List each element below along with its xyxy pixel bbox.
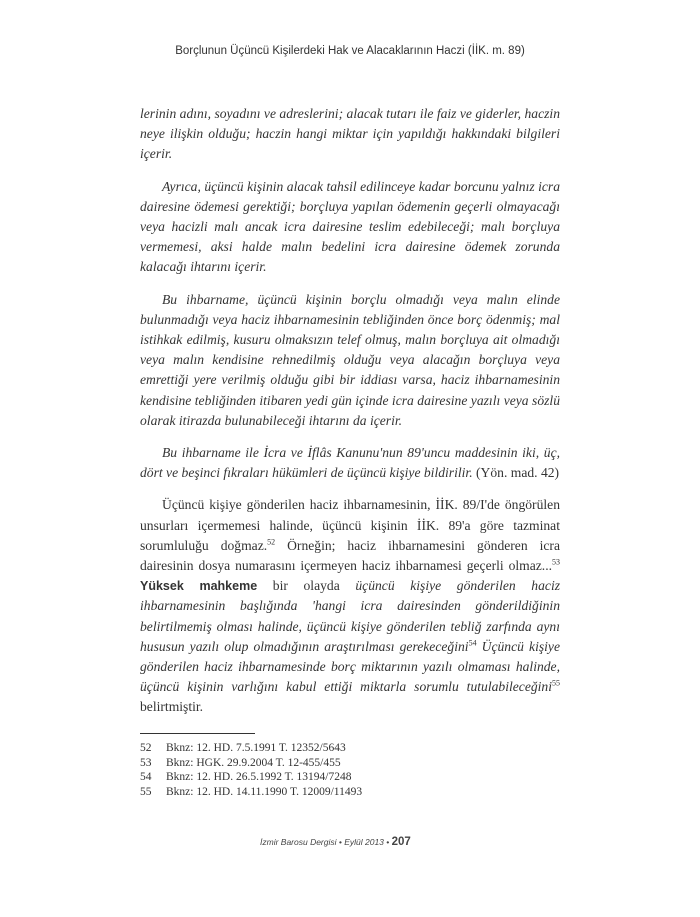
footnote-number: 53: [140, 756, 152, 769]
footnote-number: 52: [140, 742, 152, 754]
footnote-ref-53[interactable]: 53: [552, 557, 560, 567]
running-header: Borçlunun Üçüncü Kişilerdeki Hak ve Alacaklarının Haczi (İİK. m. 89): [175, 45, 525, 57]
paragraph-2: Ayrıca, üçüncü kişinin alacak tahsil edilinceye kadar borcunu yalnız icra dairesine ödemesi gerektiği; borçluya yapılan ödemenin geçerli olmayacağı veya hacizli malı ancak icra dairesine teslim edebileceği; malı borçluya vermemesi, aksi halde malın bedelini icra dairesine ödemek zorunda kalacağı ihtarını içerir.: [140, 178, 560, 275]
footnote-divider: [140, 733, 255, 734]
footnotes: [140, 741, 560, 799]
footnote-ref-55[interactable]: 55: [552, 678, 560, 688]
p5-italic-1: üçüncü kişiye gönderilen haciz ihbarnamesinin başlığında 'hangi icra dairesinden gönderildiğinin belirtilmemiş olması halinde, üçüncü kişiye gönderilen tebliğ zarfında aynı hususun yazılı olup olmadığının araştırılması gerekeceğini: [140, 578, 561, 654]
paragraph-4-ref: (Yön. mad. 42): [472, 465, 560, 481]
p5-text-a: Üçüncü kişiye gönderilen haciz ihbarnamesinin, İİK. 89/I'de öngörülen unsurları içermemesi halinde, üçüncü kişinin İİK. 89'a göre tazminat sorumluluğu doğmaz.: [140, 497, 560, 553]
footnote-number: 54: [140, 771, 152, 784]
p5-text-d: belirtmiştir.: [140, 699, 204, 715]
paragraph-4: [140, 443, 560, 483]
body-text: [140, 104, 560, 730]
footnote-item: [140, 770, 560, 785]
paragraph-1: lerinin adını, soyadını ve adreslerini; alacak tutarı ile faiz ve giderler, haczin neye ilişkin olduğu; haczin hangi miktar için yapıldığı hakkındaki bilgileri içerir.: [140, 106, 560, 162]
footnote-item: [140, 756, 560, 771]
footnote-text: Bknz: 12. HD. 7.5.1991 T. 12352/5643: [166, 742, 346, 754]
footnote-number: 55: [140, 785, 152, 798]
paragraph-4-italic: Bu ihbarname ile İcra ve İflâs Kanunu'nun 89'uncu maddesinin iki, üç, dört ve beşinci fıkraları hükümleri de üçüncü kişiye bildirilir.: [140, 445, 560, 481]
paragraph-3: Bu ihbarname, üçüncü kişinin borçlu olmadığı veya malın elinde bulunmadığı veya haciz ihbarnamesinin tebliğinden önce borç ödenmiş; mal istihkak edilmiş, kusuru olmaksızın telef olmuş, malın borçluya ait olmadığı veya malın kendisine rehnedilmiş olduğu veya alacağın borçluya veya emrettiği yere verilmiş olduğu gibi bir iddiası varsa, haciz ihbarnamesinin kendisine tebliğinden itibaren yedi gün içinde icra dairesine yazılı veya sözlü olarak itirazda bulunabileceği ihtarını da içerir.: [140, 291, 560, 428]
footnote-text: Bknz: HGK. 29.9.2004 T. 12-455/455: [166, 756, 341, 769]
page-number: 207: [391, 836, 411, 848]
footnote-text: Bknz: 12. HD. 14.11.1990 T. 12009/11493: [166, 785, 363, 798]
p5-text-b: Örneğin; haciz ihbarnamesini gönderen icra dairesinin dosya numarasını içermeyen haciz ihbarnamesi geçerli olmaz...: [140, 537, 560, 574]
footnote-item: [140, 741, 560, 756]
footnote-ref-54[interactable]: 54: [468, 638, 477, 648]
p5-italic-2: Üçüncü kişiye gönderilen haciz ihbarnamesinde borç miktarının yazılı olmaması halinde, üçüncü kişinin varlığını kabul ettiği miktarla sorumlu tutulabileceğini: [140, 638, 560, 695]
footnote-text: Bknz: 12. HD. 26.5.1992 T. 13194/7248: [166, 771, 352, 784]
p5-text-c: bir olayda: [257, 578, 356, 594]
footnote-item: [140, 785, 560, 800]
journal-name: İzmir Barosu Dergisi • Eylül 2013 •: [260, 837, 390, 847]
paragraph-5: [140, 495, 560, 717]
p5-bold: Yüksek mahkeme: [140, 579, 258, 594]
footnote-ref-52[interactable]: 52: [267, 537, 276, 547]
page-footer: [260, 836, 411, 848]
